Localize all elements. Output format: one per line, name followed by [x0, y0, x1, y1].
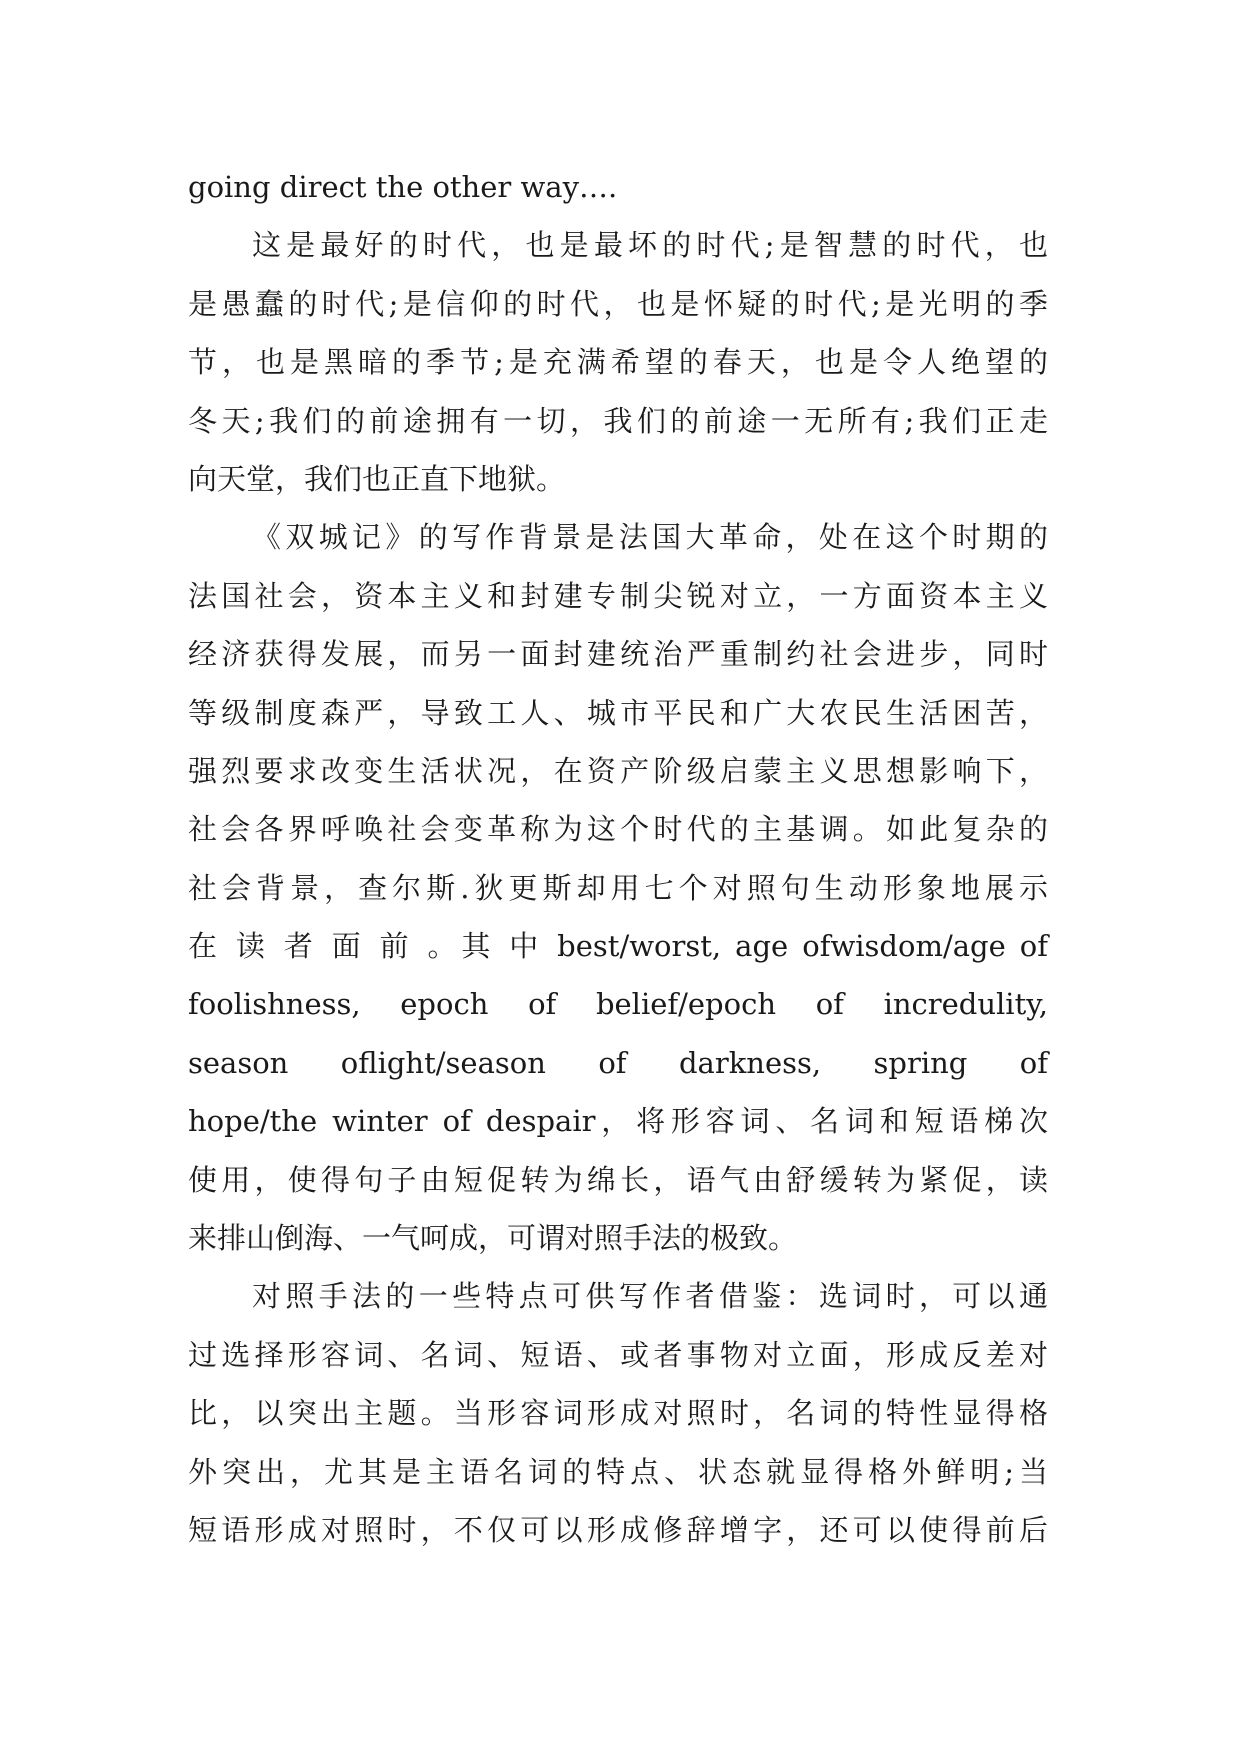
text-line: season oflight/season of darkness, spring of: [188, 1045, 1048, 1080]
text-line: 社会背景，查尔斯.狄更斯却用七个对照句生动形象地展示: [188, 870, 1048, 905]
text-line: 在 读 者 面 前 。其 中 best/worst, age ofwisdom/age of: [188, 929, 1048, 964]
text-line: 强烈要求改变生活状况，在资产阶级启蒙主义思想影响下，: [188, 753, 1048, 788]
text-line: 是愚蠢的时代;是信仰的时代，也是怀疑的时代;是光明的季: [188, 286, 1048, 321]
text-line: 外突出，尤其是主语名词的特点、状态就显得格外鲜明;当: [188, 1454, 1048, 1489]
text-line: foolishness, epoch of belief/epoch of incredulity,: [188, 987, 1048, 1022]
text-line: 比，以突出主题。当形容词形成对照时，名词的特性显得格: [188, 1396, 1048, 1431]
text-line: going direct the other way….: [188, 170, 618, 204]
text-line: 短语形成对照时，不仅可以形成修辞增字，还可以使得前后: [188, 1512, 1048, 1547]
text-line: 冬天;我们的前途拥有一切，我们的前途一无所有;我们正走: [188, 403, 1048, 438]
text-line: 向天堂，我们也正直下地狱。: [188, 461, 566, 496]
text-line: 法国社会，资本主义和封建专制尖锐对立，一方面资本主义: [188, 578, 1048, 613]
text-line: 《双城记》的写作背景是法国大革命，处在这个时期的: [252, 520, 1048, 555]
text-line: 等级制度森严，导致工人、城市平民和广大农民生活困苦，: [188, 695, 1048, 730]
text-line: 这是最好的时代，也是最坏的时代;是智慧的时代，也: [252, 228, 1048, 263]
text-line: 经济获得发展，而另一面封建统治严重制约社会进步，同时: [188, 637, 1048, 672]
text-line: 社会各界呼唤社会变革称为这个时代的主基调。如此复杂的: [188, 812, 1048, 847]
text-line: hope/the winter of despair，将形容词、名词和短语梯次: [188, 1104, 1048, 1139]
text-line: 对照手法的一些特点可供写作者借鉴：选词时，可以通: [252, 1279, 1048, 1314]
text-line: 节，也是黑暗的季节;是充满希望的春天，也是令人绝望的: [188, 345, 1048, 380]
text-line: 过选择形容词、名词、短语、或者事物对立面，形成反差对: [188, 1337, 1048, 1372]
body-text: [188, 158, 1048, 1559]
text-line: 来排山倒海、一气呵成，可谓对照手法的极致。: [188, 1221, 798, 1256]
text-line: 使用，使得句子由短促转为绵长，语气由舒缓转为紧促，读: [188, 1162, 1048, 1197]
